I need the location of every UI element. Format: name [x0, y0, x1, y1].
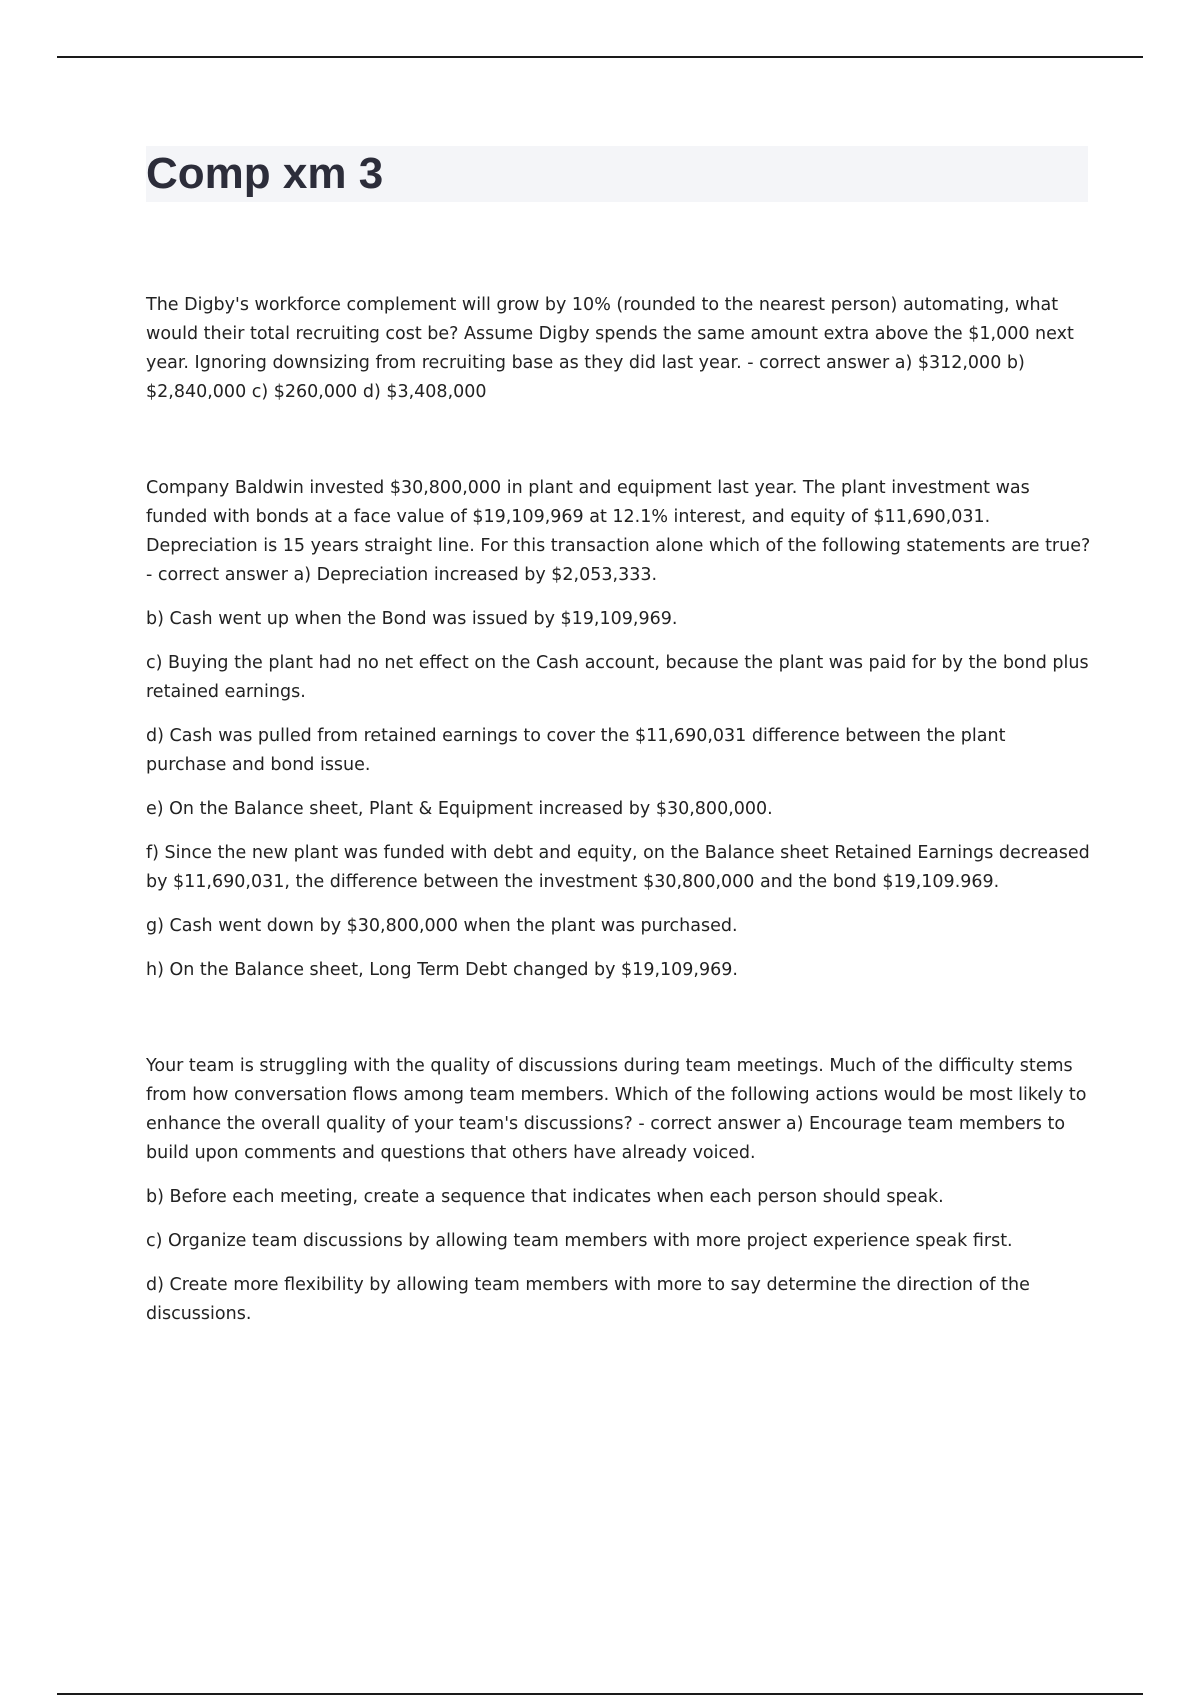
question-text: Company Baldwin invested $30,800,000 in plant and equipment last year. The plant investment was funded with bonds at a face value of $19,109,969 at 12.1% interest, and equity of $11,690,031. Depreciation is 15 years straight line. For this transaction alone which of the following statements are true? - correct answer a) Depreciation increased by $2,053,333.	[146, 478, 1091, 585]
document-title: Comp xm 3	[146, 149, 384, 198]
answer-option: b) Cash went up when the Bond was issued by $19,109,969.	[146, 609, 678, 629]
question-text: The Digby's workforce complement will grow by 10% (rounded to the nearest person) automating, what would their total recruiting cost be? Assume Digby spends the same amount extra above the $1,000 next year. Ignoring downsizing from recruiting base as they did last year. - correct answer a) $312,000 b) $2,840,000 c) $260,000 d) $3,408,000	[146, 295, 1074, 402]
answer-option: e) On the Balance sheet, Plant & Equipment increased by $30,800,000.	[146, 799, 773, 819]
answer-option: d) Cash was pulled from retained earnings to cover the $11,690,031 difference between the plant purchase and bond issue.	[146, 726, 1006, 775]
answer-option: g) Cash went down by $30,800,000 when the plant was purchased.	[146, 916, 738, 936]
bottom-rule	[57, 1693, 1143, 1695]
answer-option: c) Buying the plant had no net effect on the Cash account, because the plant was paid for by the bond plus retained earnings.	[146, 653, 1089, 702]
question-block-2	[146, 474, 1091, 985]
top-rule	[57, 56, 1143, 58]
answer-option: h) On the Balance sheet, Long Term Debt changed by $19,109,969.	[146, 960, 738, 980]
answer-option: b) Before each meeting, create a sequence that indicates when each person should speak.	[146, 1187, 944, 1207]
question-block-3	[146, 1052, 1091, 1329]
question-text: Your team is struggling with the quality of discussions during team meetings. Much of the difficulty stems from how conversation flows among team members. Which of the following actions would be most likely to enhance the overall quality of your team's discussions? - correct answer a) Encourage team members to build upon comments and questions that others have already voiced.	[146, 1056, 1087, 1163]
question-block-1	[146, 291, 1091, 407]
document-body	[146, 291, 1091, 1329]
answer-option: f) Since the new plant was funded with debt and equity, on the Balance sheet Retained Earnings decreased by $11,690,031, the difference between the investment $30,800,000 and the bond $19,109.969.	[146, 843, 1090, 892]
answer-option: d) Create more flexibility by allowing team members with more to say determine the direction of the discussions.	[146, 1275, 1030, 1324]
answer-option: c) Organize team discussions by allowing team members with more project experience speak first.	[146, 1231, 1013, 1251]
